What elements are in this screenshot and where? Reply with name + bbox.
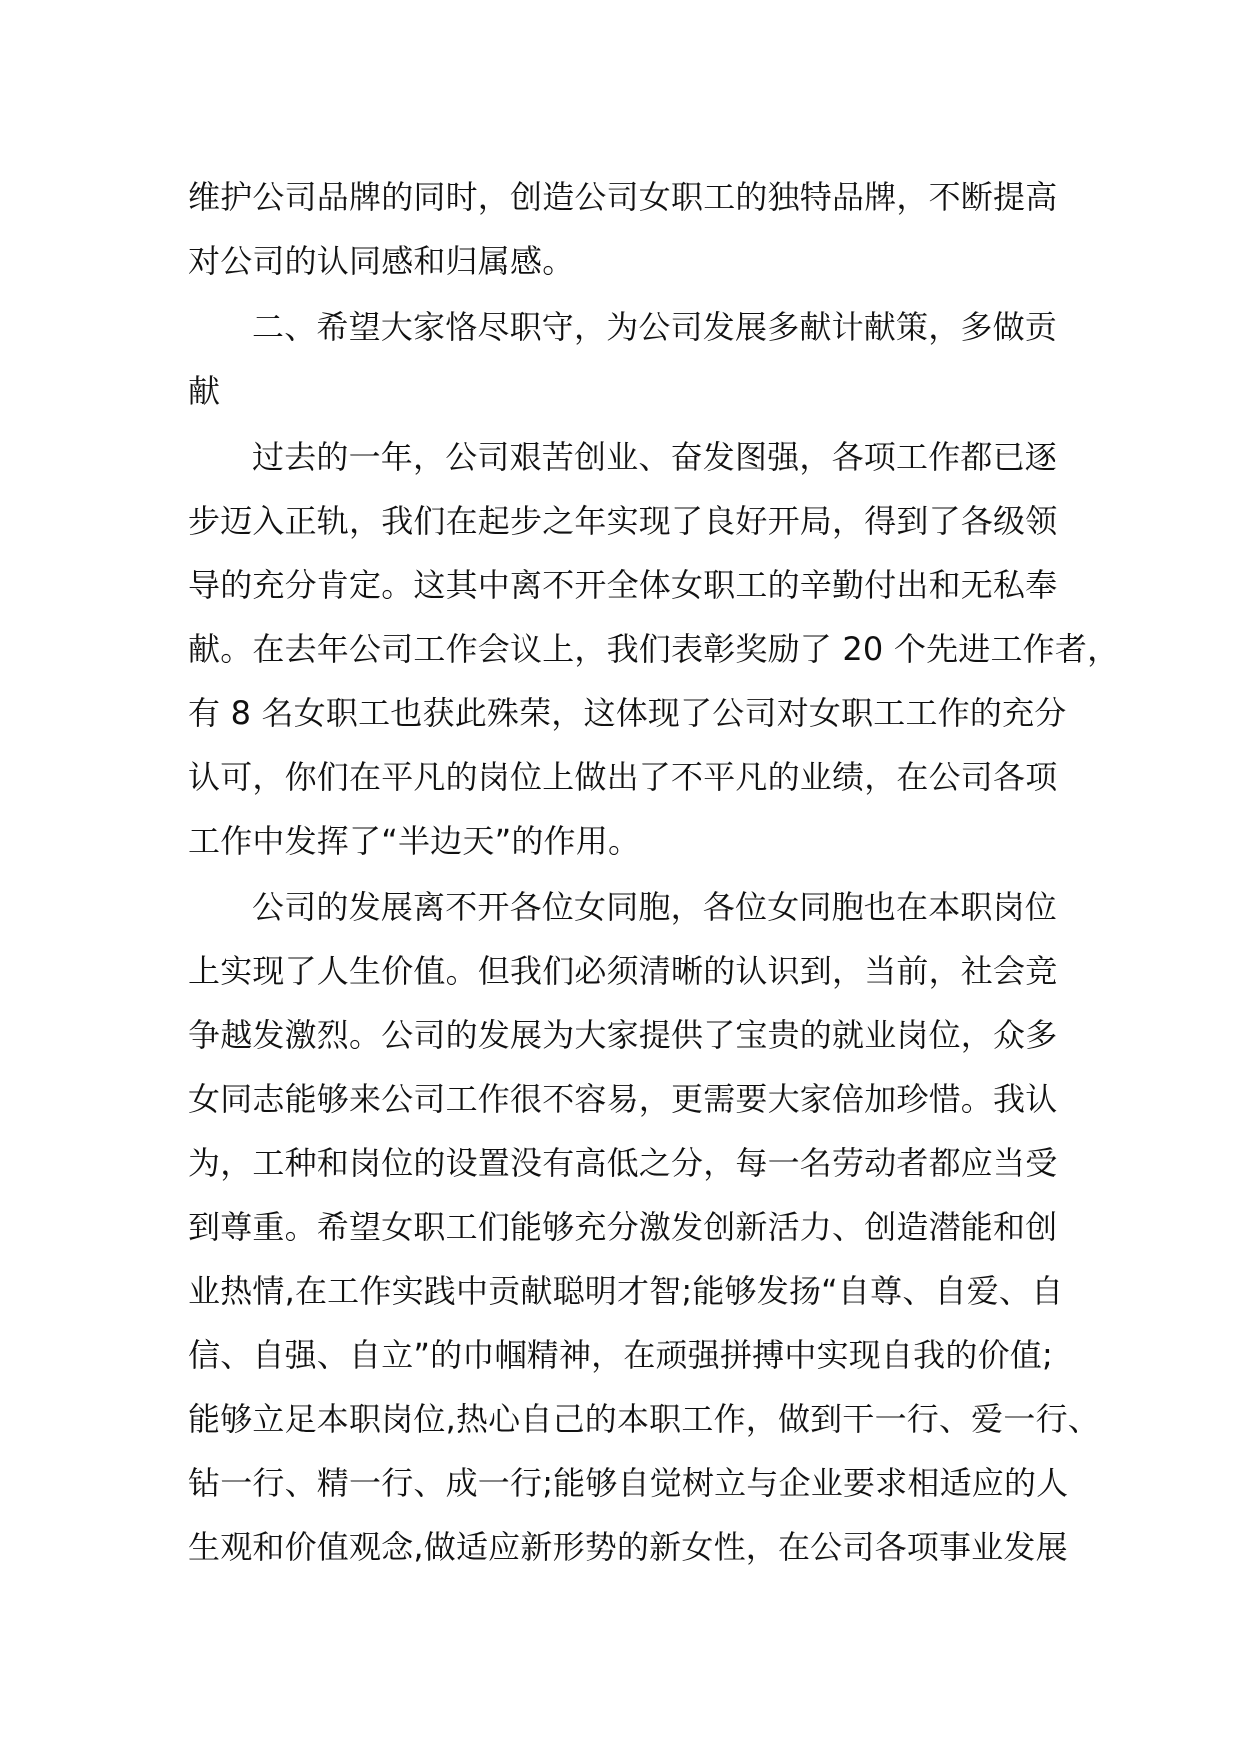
document-body: [188, 165, 1120, 1579]
text-line: 对公司的认同感和归属感。: [188, 242, 575, 280]
text-line: 生观和价值观念,做适应新形势的新女性，在公司各项事业发展: [188, 1528, 1068, 1566]
text-line: 为，工种和岗位的设置没有高低之分，每一名劳动者都应当受: [188, 1144, 1058, 1182]
text-line: 上实现了人生价值。但我们必须清晰的认识到，当前，社会竞: [188, 952, 1058, 990]
text-line: 认可，你们在平凡的岗位上做出了不平凡的业绩，在公司各项: [188, 758, 1058, 796]
text-line: 争越发激烈。公司的发展为大家提供了宝贵的就业岗位，众多: [188, 1016, 1058, 1054]
section-heading-continuation: 献: [188, 372, 221, 410]
text-line: 维护公司品牌的同时，创造公司女职工的独特品牌，不断提高: [188, 178, 1058, 216]
text-line: 能够立足本职岗位,热心自己的本职工作，做到干一行、爱一行、: [188, 1400, 1100, 1438]
section-heading: 二、希望大家恪尽职守，为公司发展多献计献策，多做贡: [252, 308, 1058, 346]
text-line: 信、自强、自立”的巾帼精神，在顽强拼搏中实现自我的价值;: [188, 1336, 1053, 1374]
text-line: 步迈入正轨，我们在起步之年实现了良好开局，得到了各级领: [188, 502, 1058, 540]
text-line: 业热情,在工作实践中贡献聪明才智;能够发扬“自尊、自爱、自: [188, 1272, 1064, 1310]
text-line: 有 8 名女职工也获此殊荣，这体现了公司对女职工工作的充分: [188, 694, 1067, 732]
text-line: 公司的发展离不开各位女同胞，各位女同胞也在本职岗位: [252, 888, 1058, 926]
text-line: 到尊重。希望女职工们能够充分激发创新活力、创造潜能和创: [188, 1208, 1058, 1246]
text-line: 献。在去年公司工作会议上，我们表彰奖励了 20 个先进工作者，: [188, 630, 1120, 668]
text-line: 女同志能够来公司工作很不容易，更需要大家倍加珍惜。我认: [188, 1080, 1058, 1118]
text-line: 工作中发挥了“半边天”的作用。: [188, 822, 641, 860]
text-line: 钻一行、精一行、成一行;能够自觉树立与企业要求相适应的人: [188, 1464, 1069, 1502]
text-line: 过去的一年，公司艰苦创业、奋发图强，各项工作都已逐: [252, 438, 1058, 476]
text-line: 导的充分肯定。这其中离不开全体女职工的辛勤付出和无私奉: [188, 566, 1058, 604]
